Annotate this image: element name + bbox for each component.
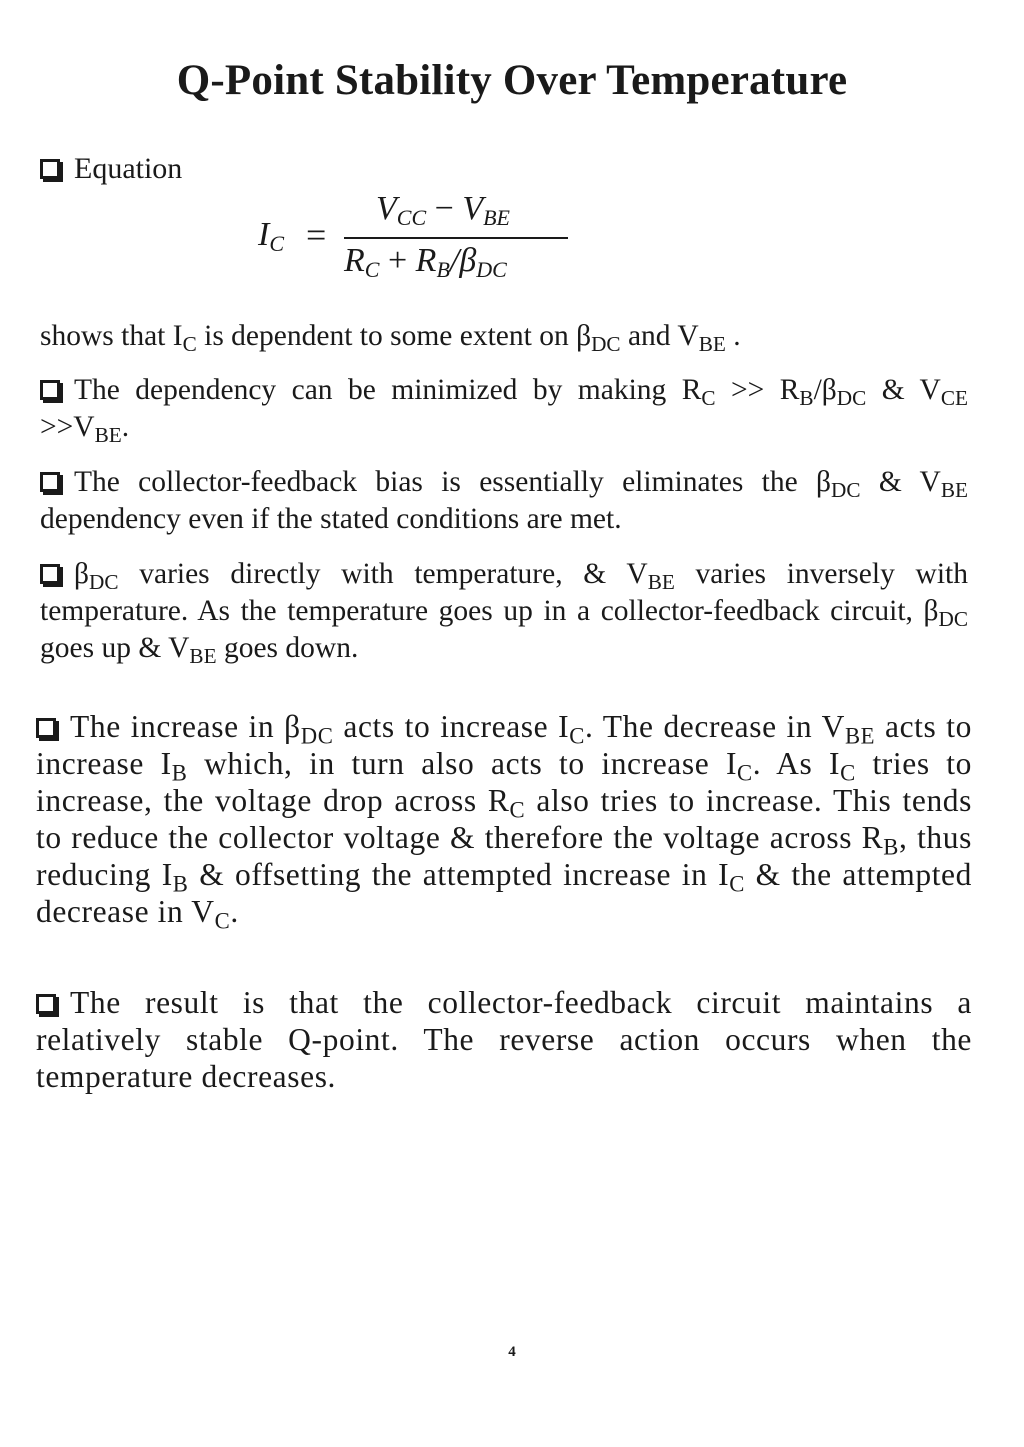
checkbox-bullet-icon: [40, 472, 60, 492]
page-title: Q-Point Stability Over Temperature: [176, 57, 848, 104]
paragraph-minimize-dependency: The dependency can be minimized by making $R_C >> R_B/\beta_{DC}$ & $V_{CE} >>V_{BE}$.: [40, 374, 969, 447]
formula-denominator: $R_C + R_B/\beta_{DC}$: [344, 242, 507, 282]
formula-equals: =: [306, 215, 327, 255]
paragraph-stable-q-point-result: The result is that the collector-feedback circuit maintains a relatively stable Q-point. The reverse action occurs when the temperature decreases.: [36, 985, 972, 1094]
checkbox-bullet-icon: [40, 159, 60, 179]
checkbox-bullet-icon: [36, 718, 56, 738]
paragraph-collector-feedback-bias: The collector-feedback bias is essentially eliminates the $\beta_{DC}$ & $V_{BE}$ dependency even if the stated conditions are met.: [40, 466, 969, 535]
equation-label: [40, 152, 182, 186]
paragraph-dependency-statement: shows that $I_C$ is dependent to some extent on $\beta_{DC}$ and $V_{BE}$ .: [40, 320, 741, 356]
page-number: 4: [508, 1344, 516, 1360]
fraction-bar: [344, 237, 568, 239]
formula-numerator: $V_{CC} - V_{BE}$: [376, 190, 510, 230]
equation-label-text: Equation: [74, 152, 183, 185]
paragraph-increase-mechanism: The increase in $\beta_{DC}$ acts to increase $I_C$. The decrease in $V_{BE}$ acts to increase $I_B$ which, in turn also acts to increase $I_C$. As $I_C$ tries to increase, the voltage drop across $R_C$ also tries to increase. This tends to reduce the collector voltage & therefore the voltage across $R_B$, thus reducing $I_B$ & offsetting the attempted increase in $I_C$ & the attempted decrease in $V_C$.: [36, 709, 973, 934]
collector-current-formula: [258, 190, 578, 290]
checkbox-bullet-icon: [36, 994, 56, 1014]
paragraph-temperature-variation: $\beta_{DC}$ varies directly with temperature, & $V_{BE}$ varies inversely with temperature. As the temperature goes up in a collector-feedback circuit, $\beta_{DC}$ goes up & $V_{BE}$ goes down.: [40, 558, 968, 668]
checkbox-bullet-icon: [40, 380, 60, 400]
formula-lhs: $I_C$: [258, 216, 285, 256]
checkbox-bullet-icon: [40, 564, 60, 584]
